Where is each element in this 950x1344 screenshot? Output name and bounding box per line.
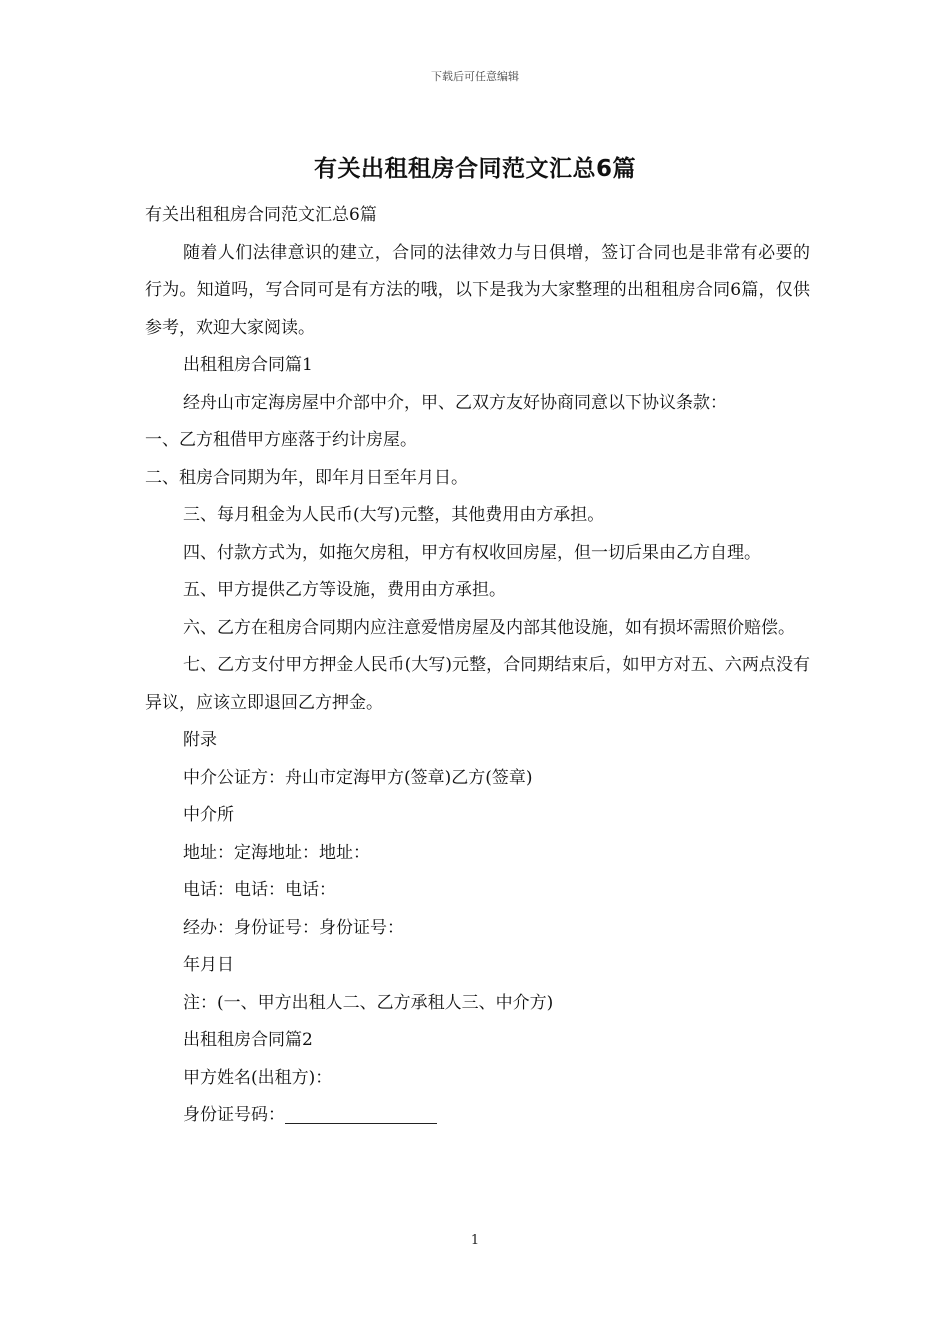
clause-2: 二、租房合同期为年，即年月日至年月日。: [145, 467, 468, 488]
page-number: 1: [470, 1233, 480, 1248]
appendix-heading: 附录: [183, 730, 217, 750]
id-number-label: 身份证号码：: [183, 1105, 285, 1125]
clause-5: 五、甲方提供乙方等设施，费用由方承担。: [183, 580, 506, 600]
document-body: [145, 197, 810, 1135]
notary-line: 中介公证方：舟山市定海甲方(签章)乙方(签章): [183, 767, 533, 788]
party-a-name-line: 甲方姓名(出租方)：: [183, 1067, 333, 1088]
handler-line: 经办：身份证号：身份证号：: [183, 917, 404, 938]
intro-paragraph: 随着人们法律意识的建立，合同的法律效力与日俱增，签订合同也是非常有必要的行为。知道吗，写合同可是有方法的哦，以下是我为大家整理的出租租房合同6篇，仅供参考，欢迎大家阅读。: [145, 242, 810, 338]
note-line: 注：(一、甲方出租人二、乙方承租人三、中介方): [183, 992, 554, 1013]
address-line: 地址：定海地址：地址：: [183, 842, 370, 863]
section1-heading: 出租租房合同篇1: [183, 355, 313, 375]
clause-1: 一、乙方租借甲方座落于约计房屋。: [145, 430, 417, 450]
id-number-line: [145, 1097, 810, 1135]
section2-heading: 出租租房合同篇2: [183, 1030, 313, 1050]
date-line: 年月日: [183, 955, 234, 975]
section1-lead: 经舟山市定海房屋中介部中介，甲、乙双方友好协商同意以下协议条款：: [183, 392, 727, 413]
agency-line: 中介所: [183, 805, 234, 825]
clause-4: 四、付款方式为，如拖欠房租，甲方有权收回房屋，但一切后果由乙方自理。: [183, 542, 761, 563]
phone-line: 电话：电话：电话：: [183, 880, 336, 900]
clause-7: 七、乙方支付甲方押金人民币(大写)元整，合同期结束后，如甲方对五、六两点没有异议，应该立即退回乙方押金。: [145, 655, 810, 713]
document-title: 有关出租租房合同范文汇总6篇: [313, 156, 636, 182]
header-note: 下载后可任意编辑: [431, 70, 519, 83]
clause-3: 三、每月租金为人民币(大写)元整，其他费用由方承担。: [183, 505, 605, 525]
fill-in-blank: [285, 1105, 437, 1124]
document-subtitle: 有关出租租房合同范文汇总6篇: [145, 205, 377, 225]
clause-6: 六、乙方在租房合同期内应注意爱惜房屋及内部其他设施，如有损坏需照价赔偿。: [183, 617, 795, 638]
